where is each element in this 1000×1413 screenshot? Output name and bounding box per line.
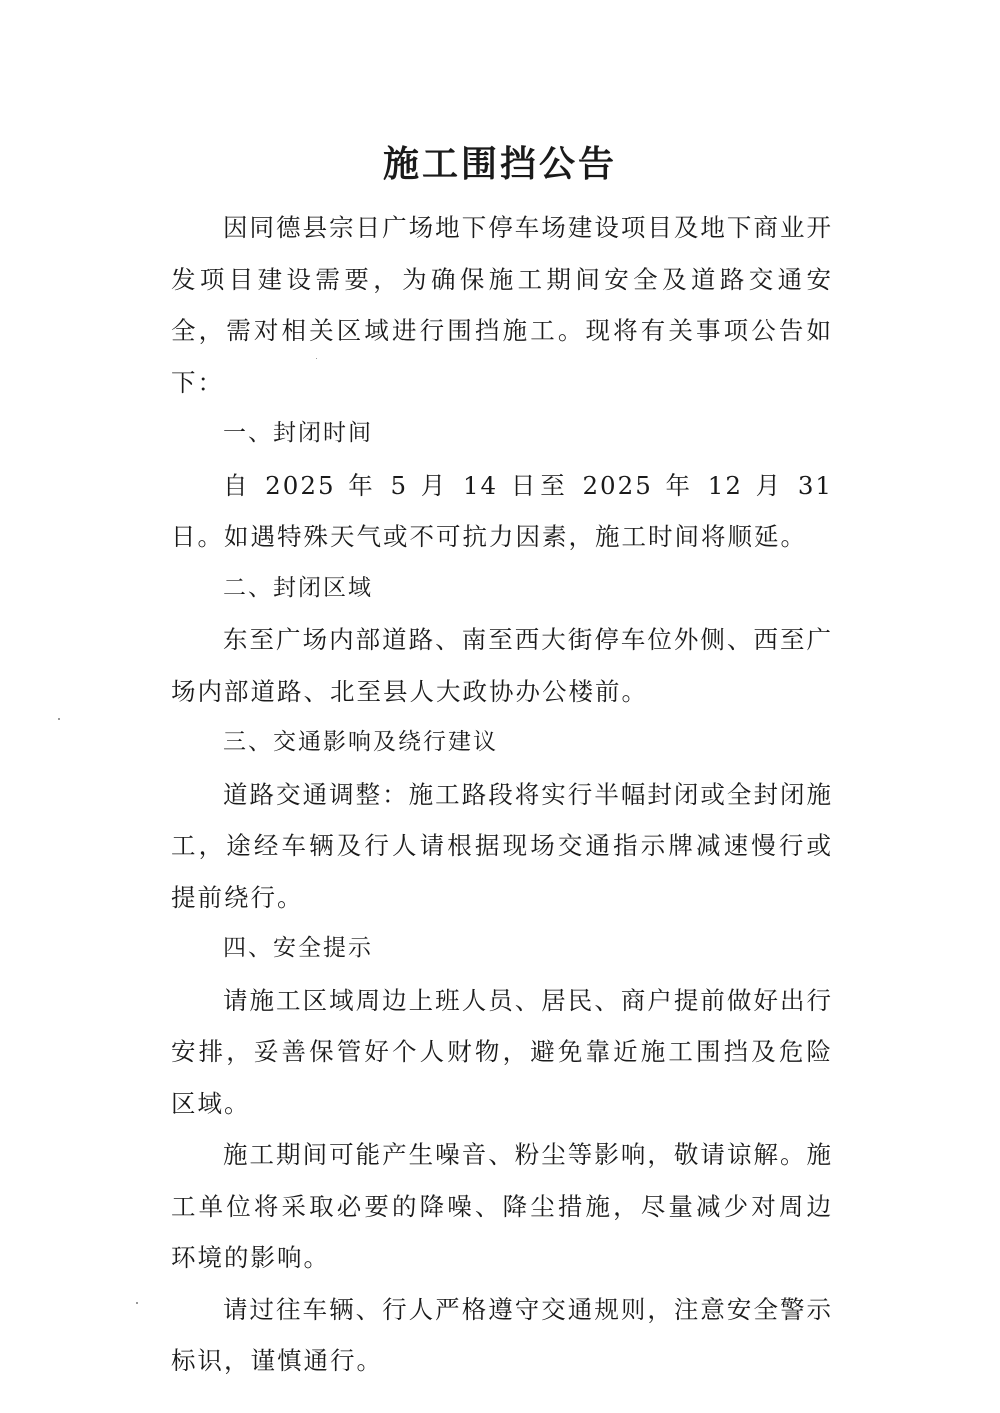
traffic-paragraph: 道路交通调整：施工路段将实行半幅封闭或全封闭施工，途经车辆及行人请根据现场交通指示牌减速慢行或提前绕行。 <box>171 779 833 912</box>
section-heading-closure-area: 二、封闭区域 <box>223 574 373 601</box>
section-heading-closure-time: 一、封闭时间 <box>223 420 373 446</box>
safety-paragraph-2: 施工期间可能产生噪音、粉尘等影响，敬请谅解。施工单位将采取必要的降噪、降尘措施，尽量减少对周边环境的影响。 <box>171 1140 833 1272</box>
closure-area-paragraph: 东至广场内部道路、南至西大街停车位外侧、西至广场内部道路、北至县人大政协办公楼前。 <box>171 625 833 706</box>
section-heading-safety: 四、安全提示 <box>223 935 373 961</box>
closure-time-paragraph: 自 2025 年 5 月 14 日至 2025 年 12 月 31 日。如遇特殊天气或不可抗力因素，施工时间将顺延。 <box>171 470 833 551</box>
intro-paragraph: 因同德县宗日广场地下停车场建设项目及地下商业开发项目建设需要，为确保施工期间安全及道路交通安全，需对相关区域进行围挡施工。现将有关事项公告如下： <box>171 213 833 397</box>
safety-paragraph-1: 请施工区域周边上班人员、居民、商户提前做好出行安排，妥善保管好个人财物，避免靠近施工围挡及危险区域。 <box>171 985 833 1118</box>
scan-speck <box>136 1302 138 1304</box>
safety-paragraph-3: 请过往车辆、行人严格遵守交通规则，注意安全警示标识，谨慎通行。 <box>171 1294 833 1375</box>
scan-speck <box>316 358 317 359</box>
section-heading-traffic: 三、交通影响及绕行建议 <box>223 729 498 755</box>
notice-body <box>171 202 833 1387</box>
notice-title: 施工围挡公告 <box>382 143 617 185</box>
scan-speck <box>58 718 60 720</box>
